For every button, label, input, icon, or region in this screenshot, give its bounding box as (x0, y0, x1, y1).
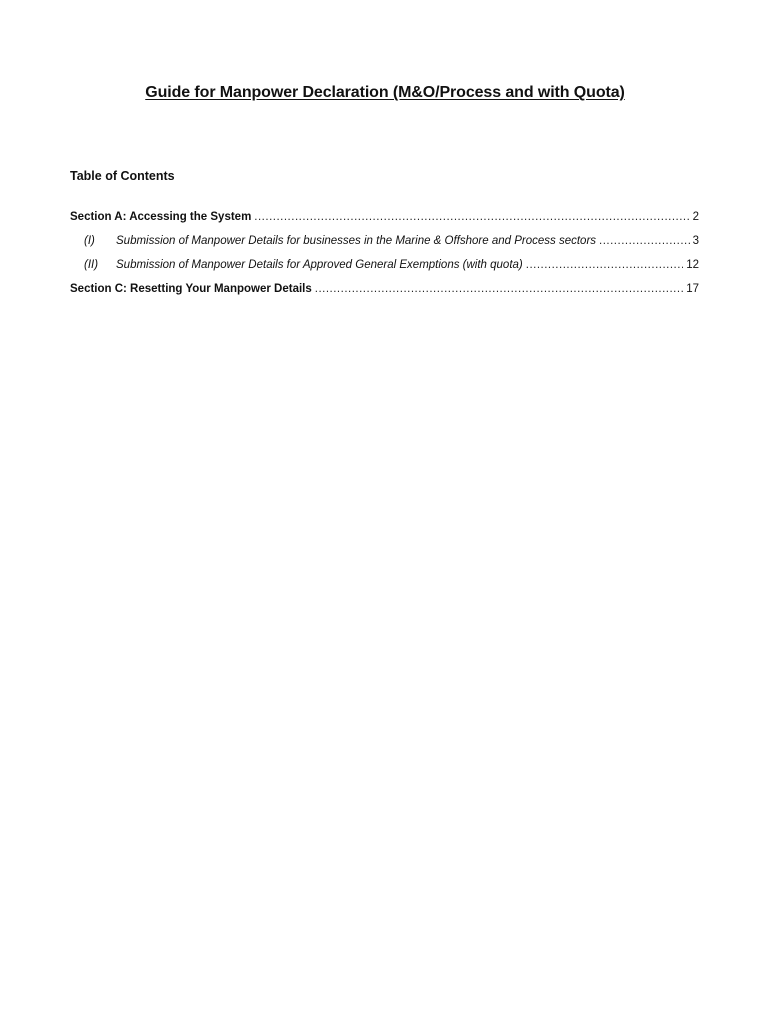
toc-dot-leader (315, 281, 683, 297)
toc-entry-subsection-ii[interactable] (84, 257, 699, 273)
toc-entry-label: Submission of Manpower Details for businesses in the Marine & Offshore and Process sectors (116, 235, 597, 247)
toc-dot-leader (599, 233, 690, 249)
toc-dot-leader (254, 209, 689, 225)
toc-heading: Table of Contents (70, 169, 175, 183)
toc-page-number: 17 (686, 283, 699, 295)
toc-entry-label: Submission of Manpower Details for Approved General Exemptions (with quota) (116, 259, 523, 271)
toc-entry-subsection-i[interactable] (84, 233, 699, 249)
toc-page-number: 2 (692, 211, 699, 223)
toc-entry-number: (II) (84, 259, 99, 271)
toc-entry-label: Section A: Accessing the System (70, 211, 252, 223)
toc-entry-label: Section C: Resetting Your Manpower Details (70, 283, 312, 295)
toc-page-number: 12 (686, 259, 699, 271)
toc-entry-section-a[interactable] (70, 209, 699, 225)
document-title: Guide for Manpower Declaration (M&O/Process and with Quota) (145, 84, 625, 101)
toc-dot-leader (526, 257, 683, 273)
toc-entry-section-c[interactable] (70, 281, 699, 297)
toc-entry-number: (I) (84, 235, 95, 247)
toc-page-number: 3 (692, 235, 699, 247)
